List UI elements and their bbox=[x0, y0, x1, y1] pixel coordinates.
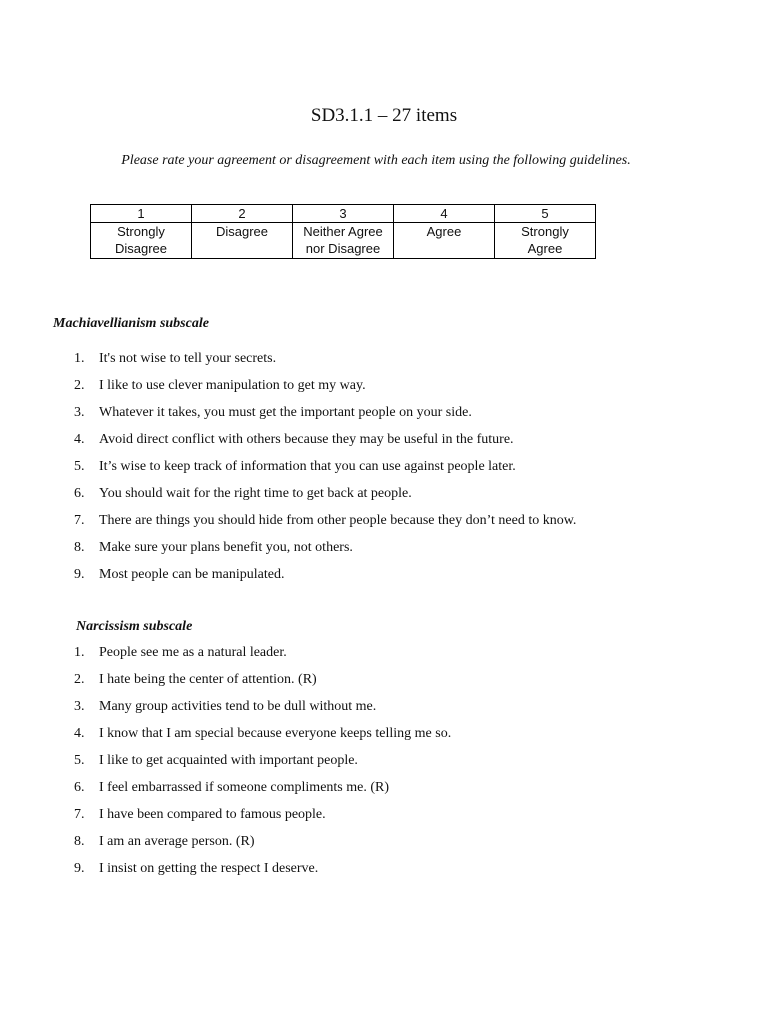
item-text: There are things you should hide from other people because they don’t need to know. bbox=[99, 513, 577, 528]
item-number: 8. bbox=[74, 540, 85, 555]
machiavellianism-heading: Machiavellianism subscale bbox=[53, 316, 209, 331]
item-text: I have been compared to famous people. bbox=[99, 807, 326, 822]
scale-label-cell bbox=[394, 223, 495, 259]
item-number: 8. bbox=[74, 834, 85, 849]
scale-label-line: nor Disagree bbox=[305, 241, 381, 256]
scale-number-cell: 2 bbox=[192, 205, 293, 223]
scale-label-row bbox=[91, 223, 596, 259]
item-number: 9. bbox=[74, 861, 85, 876]
item-text: I like to use clever manipulation to get my way. bbox=[99, 378, 366, 393]
item-number: 2. bbox=[74, 672, 85, 687]
item-text: It’s wise to keep track of information that you can use against people later. bbox=[99, 459, 516, 474]
item-number: 3. bbox=[74, 699, 85, 714]
scale-number-cell: 3 bbox=[293, 205, 394, 223]
item-text: You should wait for the right time to get back at people. bbox=[99, 486, 412, 501]
narcissism-heading: Narcissism subscale bbox=[76, 619, 193, 634]
item-text: I am an average person. (R) bbox=[99, 834, 255, 849]
item-number: 5. bbox=[74, 459, 85, 474]
item-text: Whatever it takes, you must get the important people on your side. bbox=[99, 405, 472, 420]
item-number: 4. bbox=[74, 726, 85, 741]
scale-number-row bbox=[91, 205, 596, 223]
item-text: I like to get acquainted with important people. bbox=[99, 753, 358, 768]
item-text: Most people can be manipulated. bbox=[99, 567, 285, 582]
item-text: Avoid direct conflict with others because they may be useful in the future. bbox=[99, 432, 514, 447]
scale-label-line: Agree bbox=[527, 241, 563, 256]
item-text: I know that I am special because everyone keeps telling me so. bbox=[99, 726, 452, 741]
scale-label-line: Strongly bbox=[521, 224, 569, 239]
item-text: I insist on getting the respect I deserve. bbox=[99, 861, 319, 876]
item-number: 7. bbox=[74, 807, 85, 822]
item-number: 1. bbox=[74, 645, 85, 660]
item-number: 2. bbox=[74, 378, 85, 393]
item-text: I hate being the center of attention. (R) bbox=[99, 672, 317, 687]
item-number: 6. bbox=[74, 486, 85, 501]
item-text: I feel embarrassed if someone compliments me. (R) bbox=[99, 780, 390, 795]
scale-number-cell: 1 bbox=[91, 205, 192, 223]
document-title: SD3.1.1 – 27 items bbox=[310, 105, 458, 126]
rating-scale-table bbox=[90, 204, 596, 259]
item-number: 6. bbox=[74, 780, 85, 795]
scale-label-line: Strongly bbox=[117, 224, 165, 239]
item-number: 3. bbox=[74, 405, 85, 420]
scale-label-cell bbox=[91, 223, 192, 259]
item-text: Make sure your plans benefit you, not others. bbox=[99, 540, 353, 555]
rating-instructions: Please rate your agreement or disagreement with each item using the following guidelines. bbox=[121, 153, 631, 168]
scale-label-cell bbox=[293, 223, 394, 259]
item-number: 5. bbox=[74, 753, 85, 768]
item-number: 7. bbox=[74, 513, 85, 528]
item-number: 4. bbox=[74, 432, 85, 447]
scale-label-cell bbox=[192, 223, 293, 259]
item-text: Many group activities tend to be dull without me. bbox=[99, 699, 377, 714]
item-text: People see me as a natural leader. bbox=[99, 645, 287, 660]
item-text: It's not wise to tell your secrets. bbox=[99, 351, 277, 366]
item-number: 1. bbox=[74, 351, 85, 366]
scale-number-cell: 4 bbox=[394, 205, 495, 223]
scale-number-cell: 5 bbox=[495, 205, 596, 223]
item-number: 9. bbox=[74, 567, 85, 582]
scale-label-line: Disagree bbox=[114, 241, 168, 256]
scale-label-line: Agree bbox=[426, 224, 462, 239]
scale-label-line: Neither Agree bbox=[303, 224, 383, 239]
scale-label-line: Disagree bbox=[215, 224, 269, 239]
scale-label-cell bbox=[495, 223, 596, 259]
